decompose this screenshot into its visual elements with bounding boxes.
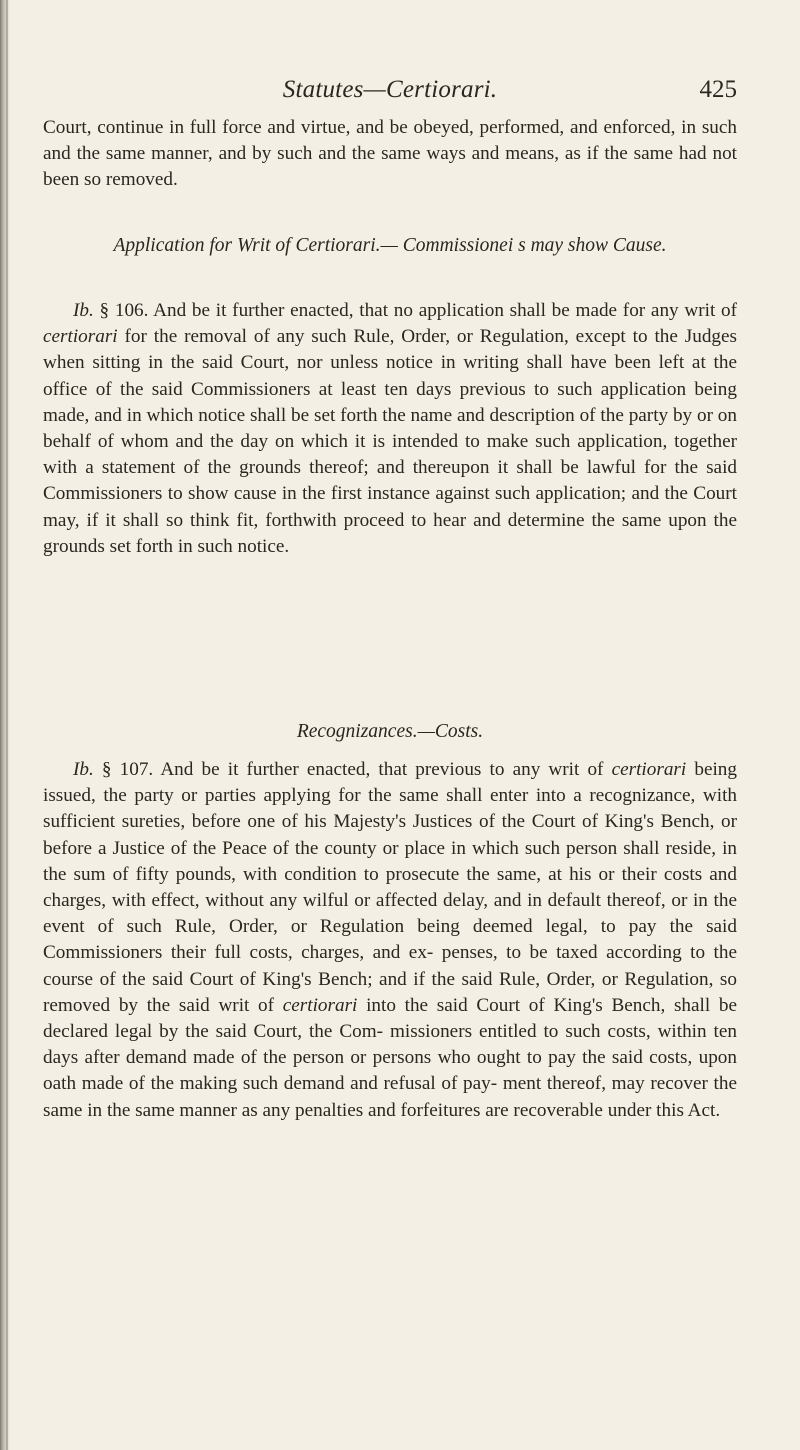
section-106-paragraph <box>43 298 737 560</box>
section-107-text-3: into the said Court of King's Bench, shall be declared legal by the said Court, the Com- missioners entitled to such costs, within ten days after demand made of the person or persons who ought to pay the said costs, upon oath made of the making such demand and refusal of pay- ment thereof, may recover the same in the same manner as any penalties and forfeitures are recoverable under this Act. <box>43 994 738 1121</box>
section-107-number: § 107. <box>101 759 154 780</box>
page-number: 425 <box>699 76 737 103</box>
section-107-text-2: being issued, the party or parties applying for the same shall enter into a recognizance, with sufficient sureties, before one of his Majesty's Justices of the Court of King's Bench, or before a Justice of the Peace of the county or place in which such person shall reside, in the sum of fifty pounds, with condition to prosecute the same, at his or their costs and charges, with effect, without any wilful or affected delay, and in default thereof, or in the event of such Rule, Order, or Regulation being deemed legal, to pay the said Commissioners their full costs, charges, and ex- penses, to be taxed according to the course of the said Court of King's Bench; and if the said Rule, Order, or Regulation, so removed by the said writ of <box>43 759 737 1016</box>
section-106-italic-1: certiorari <box>43 326 118 348</box>
section-106-ref: Ib. <box>73 300 94 321</box>
section-107-text-1: And be it further enacted, that previous to any writ of <box>160 759 604 780</box>
section-107-paragraph <box>43 757 737 1124</box>
section-107-italic-1: certiorari <box>611 759 687 780</box>
section-106-heading: Application for Writ of Certiorari.— Commissionei s may show Cause. <box>113 235 667 256</box>
section-106-text-2: for the removal of any such Rule, Order, or Regulation, except to the Judges when sitting in the said Court, nor unless notice in writing shall have been left at the office of the said Commissioners at least ten days previous to such application being made, and in which notice shall be set forth the name and description of the party by or on behalf of whom and the day on which it is intended to make such application, together with a statement of the grounds thereof; and thereupon it shall be lawful for the said Commissioners to show cause in the first instance against such application; and the Court may, if it shall so think fit, forthwith proceed to hear and determine the same upon the grounds set forth in such notice. <box>43 326 737 557</box>
section-107-italic-2: certiorari <box>282 994 358 1016</box>
section-107-heading: Recognizances.—Costs. <box>296 721 484 742</box>
running-head <box>43 76 737 110</box>
running-title: Statutes—Certiorari. <box>282 76 498 103</box>
section-106-number: § 106. <box>99 300 149 321</box>
page-binding-edge <box>0 0 10 1450</box>
continuation-paragraph: Court, continue in full force and virtue, and be obeyed, performed, and enforced, in such and the same manner, and by such and the same ways and means, as if the same had not been so removed. <box>43 117 737 191</box>
section-106-text-1: And be it further enacted, that no application shall be made for any writ of <box>153 300 737 321</box>
page-binding-line <box>6 0 8 1450</box>
section-107-ref: Ib. <box>73 759 94 780</box>
